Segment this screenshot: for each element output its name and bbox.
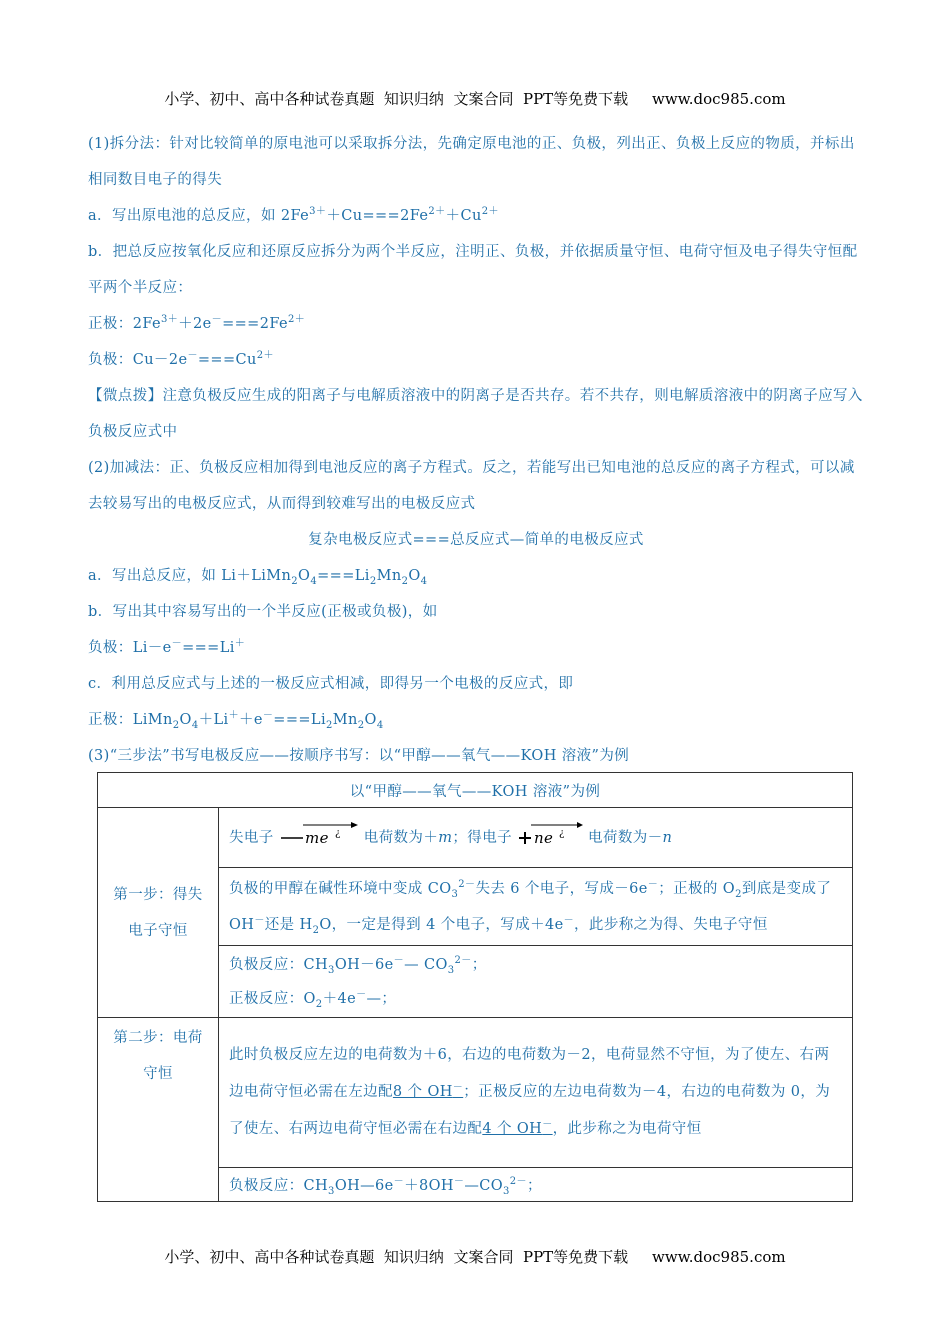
ne-label: ne — [534, 828, 554, 847]
charge-explanation-cell: 此时负极反应左边的电荷数为＋6，右边的电荷数为－2，电荷显然不守恒，为了使左、右两边电荷守恒必需在左边配8 个 OH－；正极反应的左边电荷数为－4，右边的电荷数为 0，为了使左、右两边电荷守恒必需在右边配4 个 OH－，此步称之为电荷守恒 — [219, 1018, 853, 1168]
step1-reactions-cell: 负极反应：$CH_3OH-6e^-—$ $CO_3^{2-}$； 正极反应：$O_2+4e^-—$； — [219, 946, 853, 1018]
svg-text:¿: ¿ — [559, 827, 565, 839]
section1-step-a: a．写出原电池的总反应，如 $2Fe^{3+}+Cu===2Fe^{2+}+Cu^{2+}$ — [88, 206, 499, 224]
section1-step-b: b．把总反应按氧化反应和还原反应拆分为两个半反应，注明正、负极，并依据质量守恒、电荷守恒及电子得失守恒配平两个半反应： — [88, 244, 858, 296]
table-row — [98, 1018, 853, 1168]
step2-label: 第二步：电荷守恒 — [98, 1018, 219, 1202]
electron-explanation-cell: 负极的甲醇在碱性环境中变成 $CO_3^{2-}$失去 6 个电子，写成－6e－；正极的 $O_2$到底是变成了 OH－还是 $H_2O$，一定是得到 4 个电子，写成＋4e－，此步称之为得、失电子守恒 — [219, 868, 853, 946]
section1-positive-electrode: 正极：$2Fe^{3+}+2e^-===2Fe^{2+}$ — [88, 314, 306, 332]
section1-tip: 【微点拨】注意负极反应生成的阳离子与电解质溶液中的阴离子是否共存。若不共存，则电解质溶液中的阴离子应写入负极反应式中 — [88, 388, 863, 440]
section2-step-c: c．利用总反应式与上述的一极反应式相减，即得另一个电极的反应式，即 — [88, 676, 574, 692]
page-header: 小学、初中、高中各种试卷真题 知识归纳 文案合同 PPT等免费下载 www.doc985.com — [164, 90, 786, 108]
section2-negative-electrode: 负极：Li－e－===Li＋ — [88, 638, 246, 656]
section2-step-a: a．写出总反应，如 $Li+LiMn_2O_4===Li_2Mn_2O_4$ — [88, 568, 428, 587]
step2-reaction-cell: 负极反应：$CH_3OH—6e^-+8OH^-—CO_3^{2-}$； — [219, 1168, 853, 1202]
page-footer: 小学、初中、高中各种试卷真题 知识归纳 文案合同 PPT等免费下载 www.doc985.com — [164, 1248, 786, 1266]
section2-step-b: b．写出其中容易写出的一个半反应(正极或负极)，如 — [88, 604, 438, 620]
step1-label: 第一步：得失电子守恒 — [98, 808, 219, 1018]
lose-electron-arrow-icon — [279, 821, 359, 855]
section2-title: (2)加减法：正、负极反应相加得到电池反应的离子方程式。反之，若能写出已知电池的总反应的离子方程式，可以减去较易写出的电极反应式，从而得到较难写出的电极反应式 — [88, 460, 855, 512]
me-label: me — [304, 828, 329, 847]
electron-notation-cell: 失电子 me ¿ 电荷数为＋m；得电子 ne ¿ 电荷数为－n — [219, 808, 853, 868]
section2-positive-electrode: 正极：$LiMn_2O_4+Li^++e^-===Li_2Mn_2O_4$ — [88, 710, 384, 731]
section3-title: (3)“三步法”书写电极反应——按顺序书写：以“甲醇——氧气——KOH 溶液”为例 — [88, 748, 630, 764]
section1-negative-electrode: 负极：$Cu-2e^-===Cu^{2+}$ — [88, 350, 274, 368]
svg-text:¿: ¿ — [334, 827, 341, 839]
table-head-row — [98, 773, 853, 808]
table-head: 以“甲醇——氧气——KOH 溶液”为例 — [98, 773, 853, 808]
three-step-table — [97, 772, 853, 1202]
section1-title: (1)拆分法：针对比较简单的原电池可以采取拆分法，先确定原电池的正、负极，列出正、负极上反应的物质，并标出相同数目电子的得失 — [88, 136, 855, 188]
document-body — [88, 126, 864, 774]
gain-electron-arrow-icon — [517, 821, 583, 855]
table-row — [98, 808, 853, 868]
section2-formula: 复杂电极反应式===总反应式—简单的电极反应式 — [308, 532, 644, 548]
